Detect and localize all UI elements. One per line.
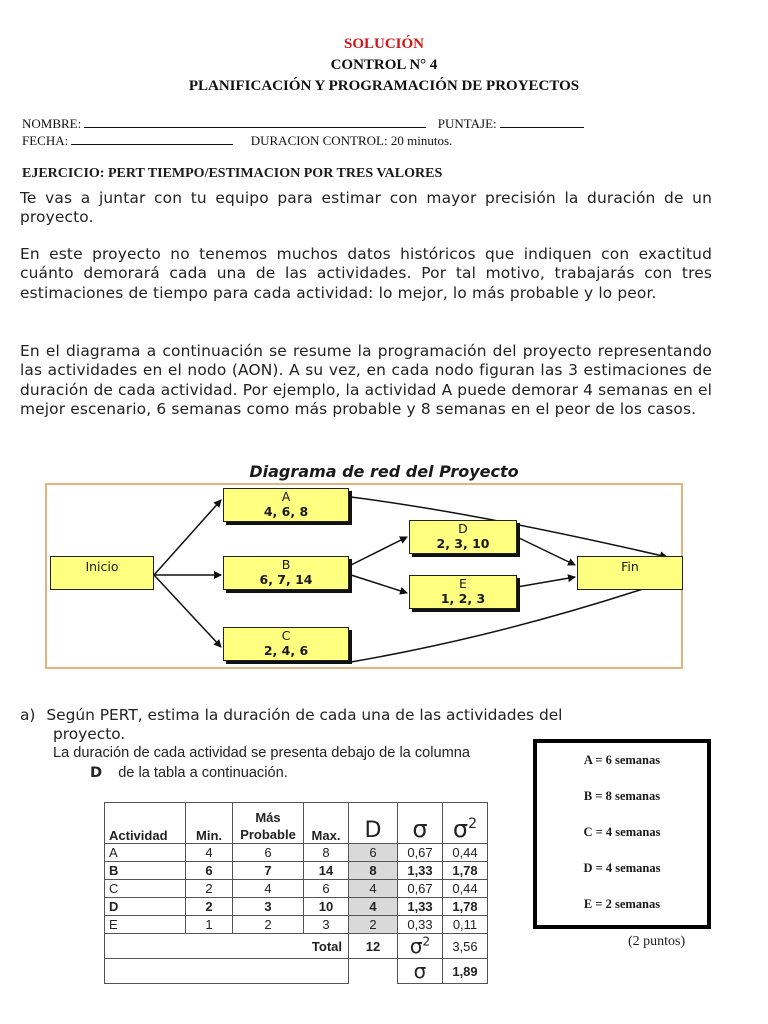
answer-c: C = 4 semanas <box>583 825 661 839</box>
note-d-letter: D <box>90 764 103 781</box>
total-label: Total <box>105 934 349 959</box>
diagram-title: Diagrama de red del Proyecto <box>249 462 519 481</box>
question-a <box>20 706 562 783</box>
puntaje-label: PUNTAJE: <box>437 116 497 131</box>
arrow-inicio-a <box>154 500 221 575</box>
control-title: CONTROL N° 4 <box>330 57 438 73</box>
total-sigma2-exp: 2 <box>422 934 431 949</box>
header-min: Min. <box>186 803 233 844</box>
cell-sigma: 1,33 <box>398 862 443 880</box>
answer-e: E = 2 semanas <box>583 897 661 911</box>
question-a-note-2: de la tabla a continuación. <box>118 765 288 781</box>
header-probable-2: Probable <box>240 827 296 842</box>
cell-act: E <box>105 916 186 934</box>
arrow-inicio-c <box>154 575 221 647</box>
fecha-row <box>22 133 452 149</box>
table-row <box>105 898 488 916</box>
question-a-line1: Según PERT, estima la duración de cada una de las actividades del <box>46 706 563 724</box>
cell-max: 8 <box>304 844 349 862</box>
header-actividad: Actividad <box>105 803 186 844</box>
question-a-note-1: La duración de cada actividad se presenta debajo de la columna <box>53 745 471 761</box>
paragraph-2: En este proyecto no tenemos muchos datos históricos que indiquen con exactitud cuánto demorará cada una de las actividades. Por tal motivo, trabajarás con tres estimaciones de tiempo para cada actividad: lo mejor, lo más probable y lo peor. <box>20 245 712 302</box>
cell-max: 10 <box>304 898 349 916</box>
node-d <box>409 520 517 554</box>
table-row <box>105 916 488 934</box>
solution-title: SOLUCIÓN <box>343 36 425 52</box>
node-c-name: C <box>281 628 291 643</box>
total-d: 12 <box>349 934 398 959</box>
answer-d: D = 4 semanas <box>583 861 661 875</box>
cell-act: C <box>105 880 186 898</box>
answer-a: A = 6 semanas <box>583 753 661 767</box>
arrow-b-e <box>351 575 407 593</box>
node-fin <box>577 556 683 590</box>
cell-min: 1 <box>186 916 233 934</box>
arrow-b-d <box>351 537 407 565</box>
node-c-values: 2, 4, 6 <box>263 643 309 658</box>
table-sigma-row <box>105 959 488 984</box>
paragraph-3: En el diagrama a continuación se resume la programación del proyecto representando las actividades en el nodo (AON). A su vez, en cada nodo figuran las 3 estimaciones de duración de cada actividad. Por ejemplo, la actividad A puede demorar 4 semanas en el mejor escenario, 6 semanas como más probable y 8 semanas en el peor de los casos. <box>20 342 712 418</box>
cell-min: 4 <box>186 844 233 862</box>
cell-d: 6 <box>349 844 398 862</box>
table-row <box>105 844 488 862</box>
cell-act: D <box>105 898 186 916</box>
cell-sigma2: 1,78 <box>443 862 488 880</box>
empty-cell <box>349 959 398 984</box>
header-sigma2 <box>443 803 488 844</box>
course-title: PLANIFICACIÓN Y PROGRAMACIÓN DE PROYECTOS <box>188 78 580 94</box>
nombre-field[interactable] <box>84 116 426 128</box>
cell-prob: 6 <box>233 844 304 862</box>
node-b <box>223 556 349 590</box>
total-sigma-symbol: σ <box>398 959 443 984</box>
cell-sigma: 0,67 <box>398 844 443 862</box>
table-header-row <box>105 803 488 844</box>
node-a <box>223 488 349 522</box>
table-total-row <box>105 934 488 959</box>
fecha-field[interactable] <box>71 133 233 145</box>
cell-min: 6 <box>186 862 233 880</box>
header-d: D <box>349 803 398 844</box>
total-sigma2-value: 3,56 <box>443 934 488 959</box>
node-b-values: 6, 7, 14 <box>259 572 313 587</box>
cell-sigma2: 0,11 <box>443 916 488 934</box>
table-row <box>105 880 488 898</box>
node-inicio-label: Inicio <box>85 559 119 574</box>
header-sigma2-base: σ <box>452 815 469 843</box>
node-e <box>409 575 517 609</box>
node-e-values: 1, 2, 3 <box>440 591 486 606</box>
question-a-label: a) <box>20 706 36 724</box>
cell-d: 4 <box>349 898 398 916</box>
cell-d: 8 <box>349 862 398 880</box>
cell-max: 3 <box>304 916 349 934</box>
cell-max: 14 <box>304 862 349 880</box>
cell-sigma: 1,33 <box>398 898 443 916</box>
total-sigma2-symbol <box>398 934 443 959</box>
duracion-label: DURACION CONTROL: <box>250 133 388 148</box>
node-c <box>223 627 349 661</box>
total-sigma-value: 1,89 <box>443 959 488 984</box>
answer-box <box>533 739 711 929</box>
empty-cell <box>105 959 349 984</box>
cell-act: B <box>105 862 186 880</box>
network-diagram <box>45 483 683 669</box>
table-row <box>105 862 488 880</box>
node-d-name: D <box>458 521 468 536</box>
header-sigma2-exp: 2 <box>468 816 478 832</box>
cell-sigma2: 0,44 <box>443 844 488 862</box>
total-sigma2-base: σ <box>409 934 423 958</box>
arrow-d-fin <box>517 537 575 565</box>
cell-prob: 4 <box>233 880 304 898</box>
cell-d: 4 <box>349 880 398 898</box>
cell-min: 2 <box>186 880 233 898</box>
node-fin-label: Fin <box>621 559 639 574</box>
cell-sigma: 0,33 <box>398 916 443 934</box>
header-probable <box>233 803 304 844</box>
node-d-values: 2, 3, 10 <box>436 536 490 551</box>
pert-table <box>104 802 488 984</box>
header-sigma: σ <box>398 803 443 844</box>
points-label: (2 puntos) <box>628 934 686 949</box>
cell-prob: 3 <box>233 898 304 916</box>
cell-prob: 2 <box>233 916 304 934</box>
cell-d: 2 <box>349 916 398 934</box>
duracion-value: 20 minutos. <box>390 133 453 148</box>
puntaje-field[interactable] <box>500 116 584 128</box>
arrow-e-fin <box>517 577 575 587</box>
header-max: Max. <box>304 803 349 844</box>
cell-act: A <box>105 844 186 862</box>
exercise-title: EJERCICIO: PERT TIEMPO/ESTIMACION POR TRES VALORES <box>22 166 443 181</box>
fecha-label: FECHA: <box>22 133 69 148</box>
cell-min: 2 <box>186 898 233 916</box>
cell-max: 6 <box>304 880 349 898</box>
node-e-name: E <box>459 576 467 591</box>
cell-sigma2: 1,78 <box>443 898 488 916</box>
node-a-values: 4, 6, 8 <box>263 504 309 519</box>
node-a-name: A <box>281 489 291 504</box>
nombre-row <box>22 116 584 132</box>
cell-sigma2: 0,44 <box>443 880 488 898</box>
node-b-name: B <box>281 557 291 572</box>
node-inicio <box>50 556 154 590</box>
question-a-note-2-row <box>20 763 562 783</box>
question-a-line2: proyecto. <box>53 725 126 743</box>
cell-sigma: 0,67 <box>398 880 443 898</box>
nombre-label: NOMBRE: <box>22 116 82 131</box>
answer-b: B = 8 semanas <box>583 789 661 803</box>
header-probable-1: Más <box>255 810 281 825</box>
cell-prob: 7 <box>233 862 304 880</box>
paragraph-1: Te vas a juntar con tu equipo para estimar con mayor precisión la duración de un proyecto. <box>20 189 712 227</box>
